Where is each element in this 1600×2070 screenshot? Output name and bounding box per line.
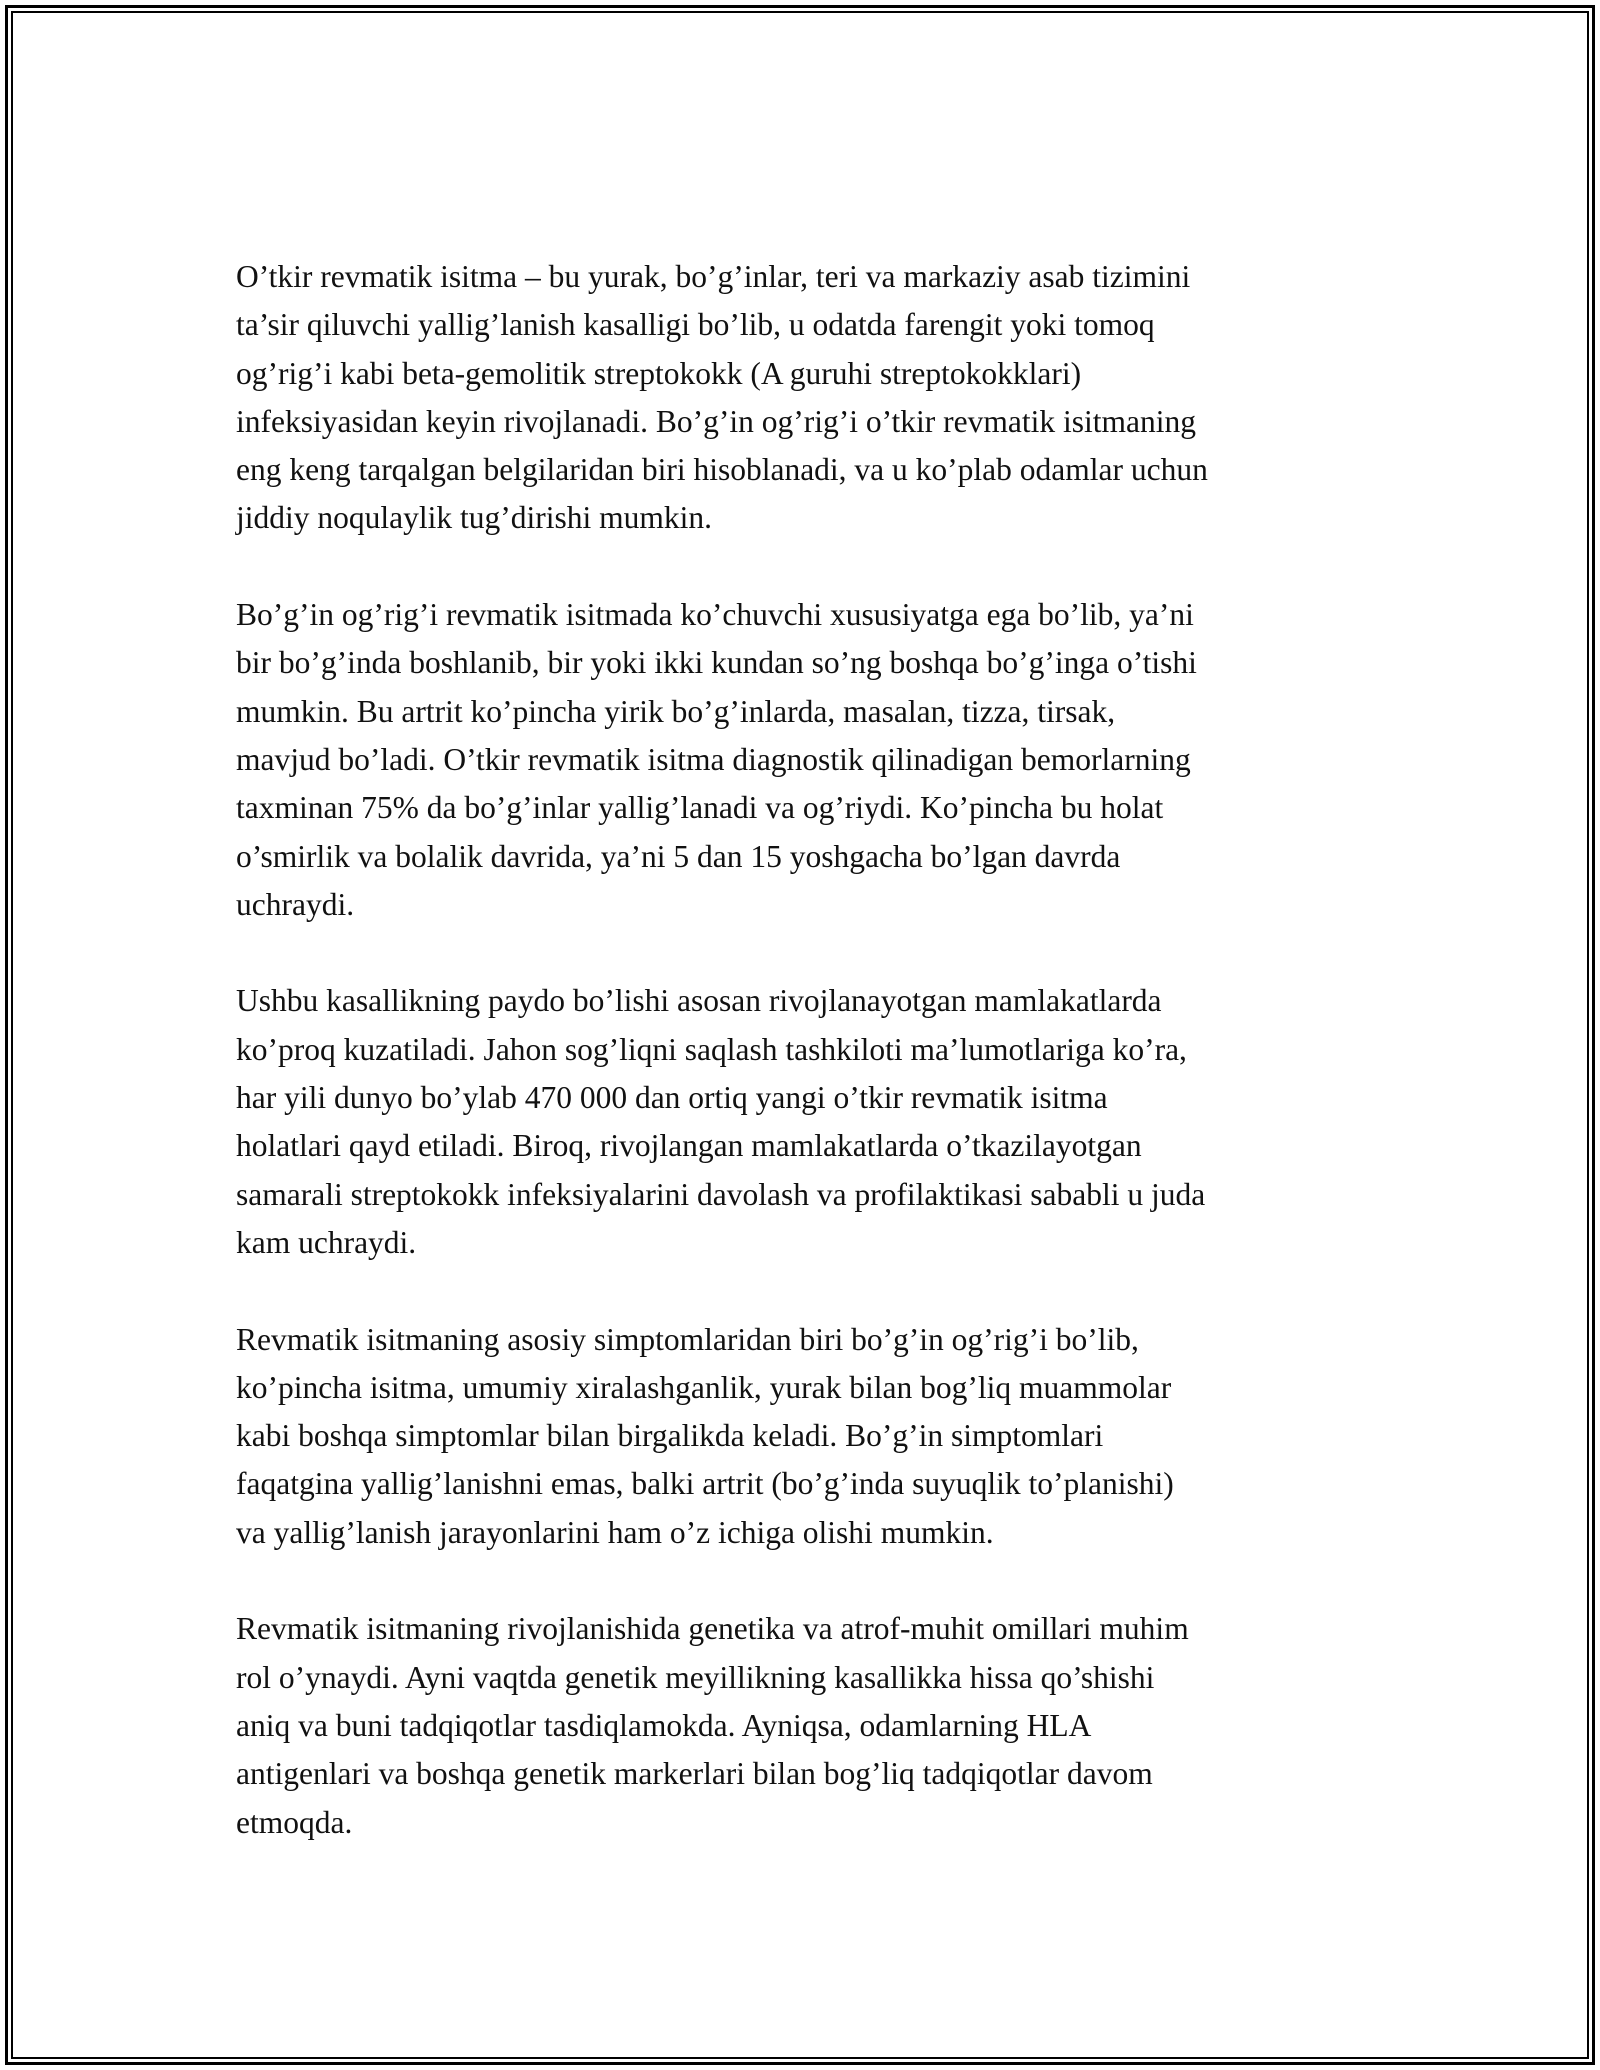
paragraph-3	[236, 977, 1376, 1267]
text-line: har yili dunyo bo’ylab 470 000 dan ortiq yangi o’tkir revmatik isitma	[236, 1080, 1108, 1116]
text-line: ta’sir qiluvchi yallig’lanish kasalligi bo’lib, u odatda farengit yoki tomoq	[236, 307, 1155, 343]
text-line: eng keng tarqalgan belgilaridan biri hisoblanadi, va u ko’plab odamlar uchun	[236, 452, 1208, 488]
text-line: o’smirlik va bolalik davrida, ya’ni 5 dan 15 yoshgacha bo’lgan davrda	[236, 838, 1121, 874]
document-body	[236, 253, 1376, 1895]
text-line: mumkin. Bu artrit ko’pincha yirik bo’g’inlarda, masalan, tizza, tirsak,	[236, 693, 1116, 729]
paragraph-4	[236, 1316, 1376, 1557]
text-line: O’tkir revmatik isitma – bu yurak, bo’g’inlar, teri va markaziy asab tizimini	[236, 259, 1191, 294]
text-line: kabi boshqa simptomlar bilan birgalikda keladi. Bo’g’in simptomlari	[236, 1418, 1104, 1454]
text-line: mavjud bo’ladi. O’tkir revmatik isitma diagnostik qilinadigan bemorlarning	[236, 741, 1191, 777]
text-line: Ushbu kasallikning paydo bo’lishi asosan rivojlanayotgan mamlakatlarda	[236, 983, 1162, 1019]
text-line: kam uchraydi.	[236, 1224, 417, 1260]
text-line: rol o’ynaydi. Ayni vaqtda genetik meyillikning kasallikka hissa qo’shishi	[236, 1659, 1155, 1695]
text-line: ko’proq kuzatiladi. Jahon sog’liqni saqlash tashkiloti ma’lumotlariga ko’ra,	[236, 1031, 1187, 1067]
paragraph-5	[236, 1605, 1376, 1846]
text-line: Revmatik isitmaning asosiy simptomlaridan biri bo’g’in og’rig’i bo’lib,	[236, 1321, 1139, 1357]
text-line: va yallig’lanish jarayonlarini ham o’z ichiga olishi mumkin.	[236, 1514, 994, 1550]
text-line: antigenlari va boshqa genetik markerlari bilan bog’liq tadqiqotlar davom	[236, 1756, 1153, 1792]
text-line: holatlari qayd etiladi. Biroq, rivojlangan mamlakatlarda o’tkazilayotgan	[236, 1128, 1142, 1164]
text-line: infeksiyasidan keyin rivojlanadi. Bo’g’in og’rig’i o’tkir revmatik isitmaning	[236, 403, 1196, 439]
text-line: taxminan 75% da bo’g’inlar yallig’lanadi va og’riydi. Ko’pincha bu holat	[236, 790, 1164, 826]
text-line: bir bo’g’inda boshlanib, bir yoki ikki kundan so’ng boshqa bo’g’inga o’tishi	[236, 645, 1197, 681]
text-line: Bo’g’in og’rig’i revmatik isitmada ko’chuvchi xususiyatga ega bo’lib, ya’ni	[236, 597, 1194, 633]
text-line: uchraydi.	[236, 886, 355, 922]
text-line: etmoqda.	[236, 1804, 353, 1840]
text-line: ko’pincha isitma, umumiy xiralashganlik, yurak bilan bog’liq muammolar	[236, 1369, 1172, 1405]
text-line: jiddiy noqulaylik tug’dirishi mumkin.	[236, 500, 712, 536]
text-line: og’rig’i kabi beta-gemolitik streptokokk (A guruhi streptokokklari)	[236, 355, 1082, 391]
text-line: samarali streptokokk infeksiyalarini davolash va profilaktikasi sababli u juda	[236, 1176, 1206, 1212]
text-line: faqatgina yallig’lanishni emas, balki artrit (bo’g’inda suyuqlik to’planishi)	[236, 1466, 1174, 1502]
paragraph-1	[236, 253, 1376, 543]
text-line: Revmatik isitmaning rivojlanishida genetika va atrof-muhit omillari muhim	[236, 1611, 1189, 1647]
paragraph-2	[236, 591, 1376, 929]
text-line: aniq va buni tadqiqotlar tasdiqlamokda. Ayniqsa, odamlarning HLA	[236, 1707, 1092, 1743]
